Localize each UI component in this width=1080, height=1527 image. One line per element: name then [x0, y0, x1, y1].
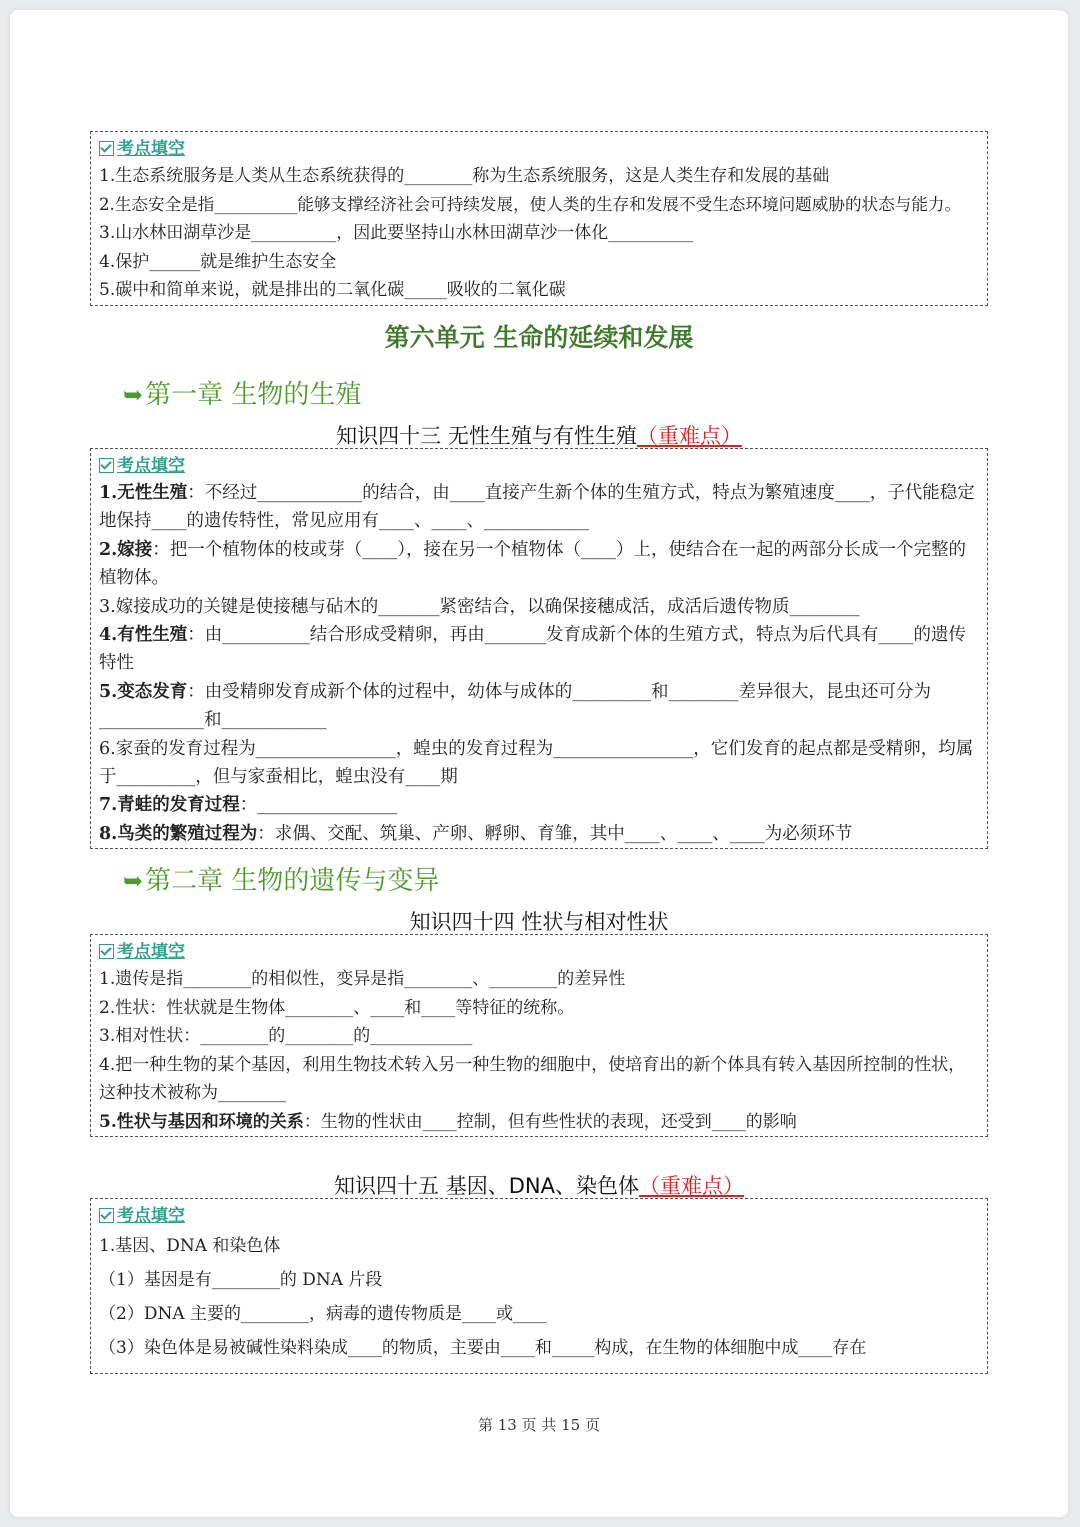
fill-line: 3.相对性状：________的________的____________ — [99, 1026, 473, 1046]
fill-line: 4.保护______就是维护生态安全 — [99, 251, 337, 272]
box-heading: 考点填空 — [99, 136, 979, 162]
fill-line: 4.有性生殖：由__________结合形成受精卵，再由_______发育成新个体的生殖方式，特点为后代具有____的遗传特性 — [99, 625, 967, 674]
fill-line: 3.山水林田湖草沙是__________，因此要坚持山水林田湖草沙一体化__________ — [99, 223, 694, 243]
fill-line: 1.基因、DNA 和染色体 — [99, 1236, 281, 1256]
fill-line: 2.生态安全是指__________能够支撑经济社会可持续发展，使人类的生存和发展不受生态环境问题威胁的状态与能力。 — [99, 194, 962, 214]
box-heading: 考点填空 — [99, 939, 979, 965]
knowledge-title-44: 知识四十四 性状与相对性状 — [409, 910, 669, 934]
fill-line: 5.碳中和简单来说，就是排出的二氧化碳_____吸收的二氧化碳 — [99, 280, 566, 300]
document-page — [10, 10, 1068, 1517]
fill-line: 2.性状：性状就是生物体________、____和____等特征的统称。 — [99, 997, 575, 1018]
fill-in-box-1 — [90, 131, 988, 306]
knowledge-title-43: 知识四十三 无性生殖与有性生殖（重难点） — [336, 424, 742, 448]
fill-line: 1.生态系统服务是人类从生态系统获得的________称为生态系统服务，这是人类生存和发展的基础 — [99, 166, 830, 186]
page-footer: 第 13 页 共 15 页 — [477, 1416, 600, 1434]
fill-line: （3）染色体是易被碱性染料染成____的物质，主要由____和_____构成，在生物的体细胞中成____存在 — [99, 1338, 867, 1358]
difficulty-tag: （重难点） — [638, 1174, 744, 1198]
box-heading: 考点填空 — [99, 453, 979, 479]
fill-line: 6.家蚕的发育过程为________________，蝗虫的发育过程为________________，它们发育的起点都是受精卵，均属于_________，但与家蚕相比，蝗虫没有____期 — [99, 738, 974, 788]
checkbox-icon — [99, 1208, 114, 1223]
chapter-heading-2: ➥第二章 生物的遗传与变异 — [123, 866, 440, 896]
checkbox-icon — [99, 141, 114, 156]
fill-in-box-4 — [90, 1198, 988, 1374]
fill-line: （1）基因是有________的 DNA 片段 — [99, 1270, 383, 1290]
checkbox-icon — [99, 458, 114, 473]
checkbox-icon — [99, 944, 114, 959]
fill-line: 1.无性生殖：不经过____________的结合，由____直接产生新个体的生殖方式，特点为繁殖速度____，子代能稳定地保持____的遗传特性，常见应用有____、____、____________ — [99, 483, 975, 532]
unit-title: 第六单元 生命的延续和发展 — [384, 323, 694, 352]
fill-line: 4.把一种生物的某个基因，利用生物技术转入另一种生物的细胞中，使培育出的新个体具有转入基因所控制的性状，这种技术被称为________ — [99, 1054, 966, 1103]
fill-line: 1.遗传是指________的相似性，变异是指________、________的差异性 — [99, 969, 626, 989]
arrow-icon: ➥ — [123, 381, 144, 409]
fill-line: 2.嫁接：把一个植物体的枝或芽（____），接在另一个植物体（____）上，使结合在一起的两部分长成一个完整的植物体。 — [99, 539, 967, 589]
fill-line: 3.嫁接成功的关键是使接穗与砧木的_______紧密结合，以确保接穗成活，成活后遗传物质________ — [99, 596, 860, 617]
arrow-icon: ➥ — [123, 867, 144, 895]
fill-in-box-3 — [90, 934, 988, 1137]
fill-line: 8.鸟类的繁殖过程为：求偶、交配、筑巢、产卵、孵卵、育雏，其中____、____、____为必须环节 — [99, 823, 853, 844]
fill-line: 7.青蛙的发育过程：________________ — [99, 795, 398, 816]
difficulty-tag: （重难点） — [636, 424, 742, 448]
fill-line: 5.变态发育：由受精卵发育成新个体的过程中，幼体与成体的_________和________差异很大，昆虫还可分为____________和____________ — [99, 681, 932, 731]
knowledge-title-45: 知识四十五 基因、DNA、染色体（重难点） — [334, 1174, 744, 1198]
fill-line: 5.性状与基因和环境的关系：生物的性状由____控制，但有些性状的表现，还受到____的影响 — [99, 1111, 797, 1132]
fill-line: （2）DNA 主要的________，病毒的遗传物质是____或____ — [99, 1304, 548, 1324]
box-heading: 考点填空 — [99, 1203, 979, 1229]
chapter-heading-1: ➥第一章 生物的生殖 — [123, 380, 362, 410]
fill-in-box-2 — [90, 448, 988, 849]
